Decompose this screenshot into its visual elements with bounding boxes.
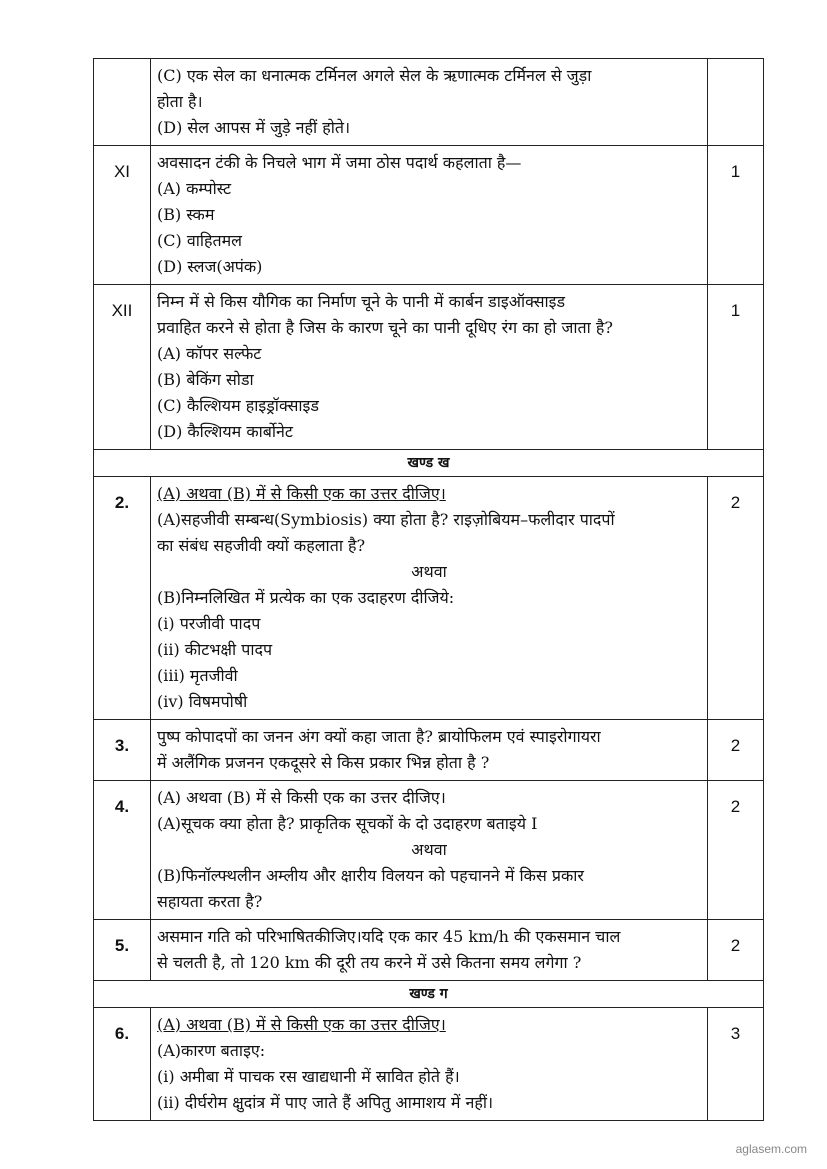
question-line: (i) परजीवी पादप: [157, 614, 261, 633]
question-row: [94, 59, 764, 146]
question-row: [94, 920, 764, 981]
question-line: पुष्प कोपादपों का जनन अंग क्यों कहा जाता है? ब्रायोफिलम एवं स्पाइरोगायरा: [157, 727, 601, 746]
question-line: (D) कैल्शियम कार्बोनेट: [157, 422, 293, 441]
question-line: (A) अथवा (B) में से किसी एक का उत्तर दीजिए।: [157, 788, 446, 807]
question-row: [94, 146, 764, 285]
question-line: में अलैंगिक प्रजनन एकदूसरे से किस प्रकार भिन्न होता है ?: [157, 753, 490, 772]
question-text: [151, 477, 708, 720]
question-marks: 2: [708, 781, 764, 920]
section-header-row: [94, 981, 764, 1008]
question-line: सहायता करता है?: [157, 892, 263, 911]
section-title: खण्ड ग: [94, 981, 764, 1008]
question-line: (D) स्लज(अपंक): [157, 257, 263, 276]
question-line: होता है।: [157, 92, 203, 111]
question-line: (B) स्कम: [157, 205, 215, 224]
question-line: (i) अमीबा में पाचक रस खाद्यधानी में स्रावित होते हैं।: [157, 1067, 460, 1086]
question-line: (B)निम्नलिखित में प्रत्येक का एक उदाहरण दीजिये:: [157, 588, 455, 607]
question-number: XI: [94, 146, 151, 285]
question-number: 4.: [94, 781, 151, 920]
question-line: (ii) कीटभक्षी पादप: [157, 640, 273, 659]
question-row: [94, 1008, 764, 1121]
question-number: 5.: [94, 920, 151, 981]
question-line: निम्न में से किस यौगिक का निर्माण चूने के पानी में कार्बन डाइऑक्साइड: [157, 292, 566, 311]
question-line: (C) कैल्शियम हाइड्रॉक्साइड: [157, 396, 319, 415]
question-text: [151, 720, 708, 781]
question-line: (C) एक सेल का धनात्मक टर्मिनल अगले सेल के ऋणात्मक टर्मिनल से जुड़ा: [157, 66, 592, 85]
section-header-row: [94, 450, 764, 477]
question-line: (B) बेकिंग सोडा: [157, 370, 254, 389]
question-text: [151, 285, 708, 450]
question-text: [151, 146, 708, 285]
question-line: से चलती है, तो 120 km की दूरी तय करने में उसे कितना समय लगेगा ?: [157, 953, 582, 972]
question-line: (ii) दीर्घरोम क्षुदांत्र में पाए जाते हैं अपितु आमाशय में नहीं।: [157, 1093, 494, 1112]
question-marks: 2: [708, 720, 764, 781]
question-number: [94, 59, 151, 146]
question-line: (A) कॉपर सल्फेट: [157, 344, 262, 363]
question-line: का संबंध सहजीवी क्यों कहलाता है?: [157, 536, 366, 555]
question-number: XII: [94, 285, 151, 450]
question-marks: 3: [708, 1008, 764, 1121]
question-row: [94, 285, 764, 450]
section-title: खण्ड ख: [94, 450, 764, 477]
question-line: (A) कम्पोस्ट: [157, 179, 232, 198]
question-line: (A) अथवा (B) में से किसी एक का उत्तर दीजिए।: [157, 484, 446, 503]
question-row: [94, 720, 764, 781]
question-line: प्रवाहित करने से होता है जिस के कारण चूने का पानी दूधिए रंग का हो जाता है?: [157, 318, 613, 337]
question-row: [94, 781, 764, 920]
question-line: (A)कारण बताइए:: [157, 1041, 266, 1060]
question-line: (A) अथवा (B) में से किसी एक का उत्तर दीजिए।: [157, 1015, 446, 1034]
question-marks: [708, 59, 764, 146]
question-line: (iii) मृतजीवी: [157, 666, 238, 685]
question-line: (A)सहजीवी सम्बन्ध(Symbiosis) क्या होता है? राइज़ोबियम–फलीदार पादपों: [157, 510, 615, 529]
question-number: 3.: [94, 720, 151, 781]
question-text: [151, 781, 708, 920]
footer-watermark: aglasem.com: [735, 1142, 807, 1156]
question-line: (D) सेल आपस में जुड़े नहीं होते।: [157, 118, 351, 137]
question-text: [151, 59, 708, 146]
question-line: (iv) विषमपोषी: [157, 692, 248, 711]
question-line: (B)फिनॉल्फ्थलीन अम्लीय और क्षारीय विलयन को पहचानने में किस प्रकार: [157, 866, 584, 885]
question-text: [151, 920, 708, 981]
or-separator: अथवा: [411, 562, 447, 581]
question-line: अवसादन टंकी के निचले भाग में जमा ठोस पदार्थ कहलाता है—: [157, 153, 522, 172]
question-table-body: [94, 59, 764, 1121]
or-separator: अथवा: [411, 840, 447, 859]
question-marks: 1: [708, 285, 764, 450]
question-marks: 2: [708, 920, 764, 981]
question-text: [151, 1008, 708, 1121]
question-table: [93, 58, 764, 1121]
question-number: 2.: [94, 477, 151, 720]
question-line: असमान गति को परिभाषितकीजिए।यदि एक कार 45 km/h की एकसमान चाल: [157, 927, 621, 946]
question-marks: 1: [708, 146, 764, 285]
question-row: [94, 477, 764, 720]
question-line: (A)सूचक क्या होता है? प्राकृतिक सूचकों के दो उदाहरण बताइये I: [157, 814, 538, 833]
question-marks: 2: [708, 477, 764, 720]
question-number: 6.: [94, 1008, 151, 1121]
question-line: (C) वाहितमल: [157, 231, 243, 250]
